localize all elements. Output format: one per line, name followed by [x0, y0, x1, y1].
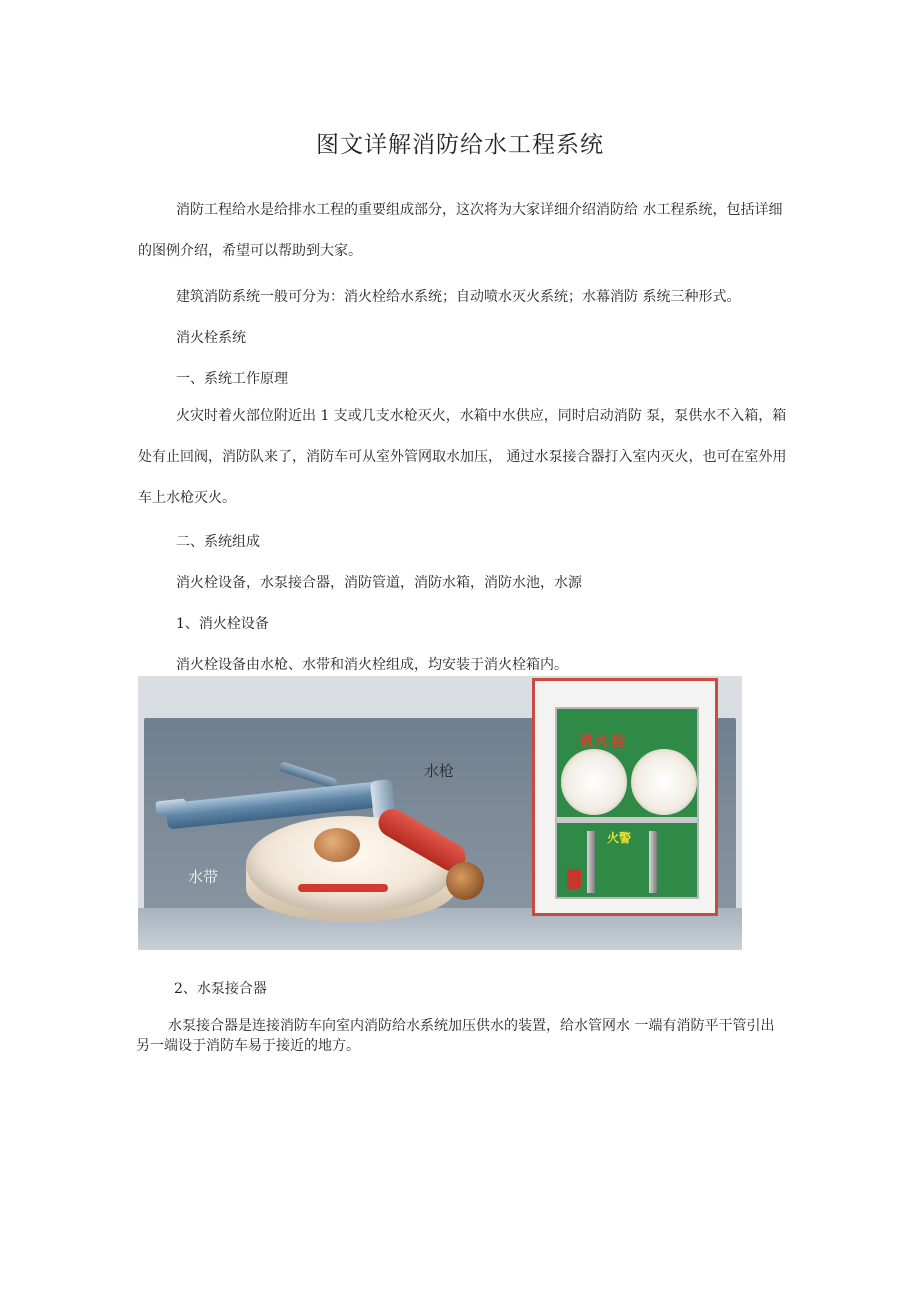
cabinet-valve	[649, 831, 657, 893]
fire-hydrant-figure	[138, 676, 742, 950]
cabinet-hose-roll	[631, 749, 697, 815]
section-2-text: 消火栓设备，水泵接合器，消防管道，消防水箱，消防水池，水源	[176, 575, 582, 591]
hose-label: 水带	[188, 868, 219, 886]
page-title: 图文详解消防给水工程系统	[316, 132, 604, 158]
item-2-heading: 2、水泵接合器	[174, 981, 267, 997]
cabinet-valve	[587, 831, 595, 893]
cabinet-valve-handle	[567, 869, 581, 889]
cabinet-sign: 消火栓	[579, 734, 627, 750]
hose-red-coupling	[446, 862, 484, 900]
section-1-heading: 一、系统工作原理	[176, 371, 288, 387]
intro-paragraph: 消防工程给水是给排水工程的重要组成部分，这次将为大家详细介绍消防给 水工程系统，包括详细的图例介绍，希望可以帮助到大家。	[138, 202, 783, 259]
hose-coupling	[314, 828, 360, 862]
section-1-text: 火灾时着火部位附近出 1 支或几支水枪灭火，水箱中水供应，同时启动消防 泵，泵供水不入箱，箱处有止回阀，消防队来了，消防车可从室外管网取水加压， 通过水泵接合器打入室内灭火，也可在室外用车上水枪灭火。	[138, 408, 787, 506]
cabinet-hose-roll	[561, 749, 627, 815]
nozzle-label: 水枪	[424, 762, 455, 780]
hydrant-system-heading: 消火栓系统	[176, 330, 246, 346]
item-2-text: 水泵接合器是连接消防车向室内消防给水系统加压供水的装置，给水管网水 一端有消防平干管引出另一端设于消防车易于接近的地方。	[136, 1018, 775, 1054]
section-2-heading: 二、系统组成	[176, 534, 260, 550]
hydrant-cabinet-image	[532, 678, 718, 916]
hose-label-stripe	[298, 884, 388, 892]
classification-paragraph: 建筑消防系统一般可分为：消火栓给水系统；自动喷水灭火系统；水幕消防 系统三种形式。	[176, 289, 741, 305]
cabinet-shelf	[557, 817, 697, 823]
cabinet-sign-lower: 火警	[607, 831, 632, 845]
cabinet-interior	[555, 707, 699, 899]
item-1-heading: 1、消火栓设备	[176, 616, 269, 632]
item-1-text: 消火栓设备由水枪、水带和消火栓组成，均安装于消火栓箱内。	[176, 657, 568, 673]
